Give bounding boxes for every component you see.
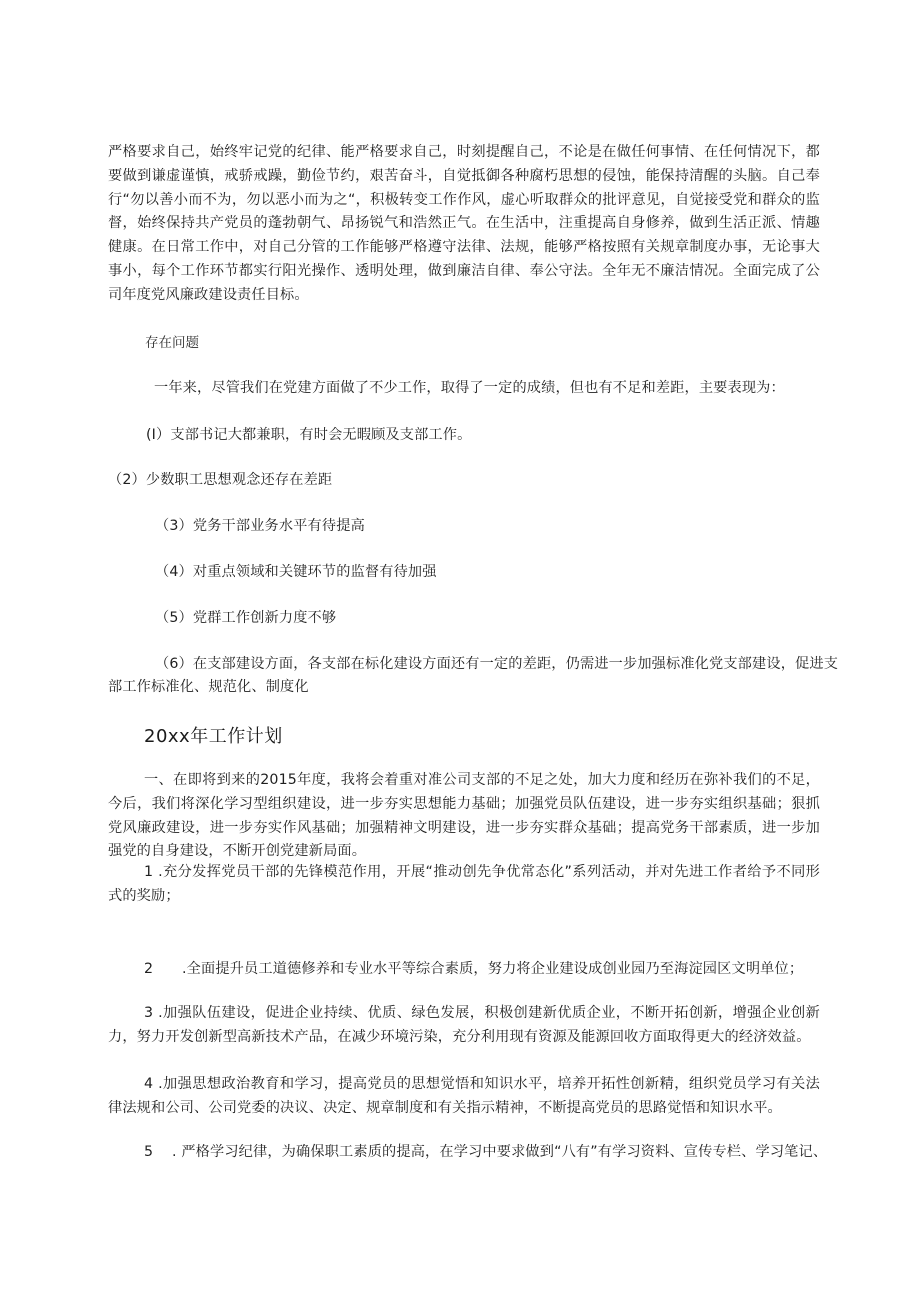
problem-item-5: （5）党群工作创新力度不够 <box>155 610 337 626</box>
plan-item-5-text: . 严格学习纪律，为确保职工素质的提高，在学习中要求做到“八有”有学习资料、宣传专栏、学习笔记、 <box>172 1144 828 1160</box>
problem-item-1: (I）支部书记大都兼职，有时会无暇顾及支部工作。 <box>146 427 472 443</box>
plan-item-4: 4 .加强思想政治教育和学习，提高党员的思想觉悟和知识水平，培养开拓性创新精，组织党员学习有关法律法规和公司、公司党委的决议、决定、规章制度和有关指示精神，不断提高党员的思路觉悟和知识水平。 <box>108 1076 820 1116</box>
plan-intro-paragraph: 一、在即将到来的2015年度，我将会着重对准公司支部的不足之处，加大力度和经历在弥补我们的不足，今后，我们将深化学习型组织建设，进一步夯实思想能力基础；加强党员队伍建设，进一步夯实组织基础；狠抓党风廉政建设，进一步夯实作风基础；加强精神文明建设，进一步夯实群众基础；提高党务干部素质，进一步加强党的自身建设，不断开创党建新局面。 <box>108 772 820 860</box>
problem-item-4: （4）对重点领域和关键环节的监督有待加强 <box>155 564 437 580</box>
plan-item-1: 1 .充分发挥党员干部的先锋模范作用，开展“推动创先争优常态化”系列活动，并对先进工作者给予不同形式的奖励； <box>108 864 820 904</box>
plan-item-3: 3 .加强队伍建设，促进企业持续、优质、绿色发展，积极创建新优质企业，不断开拓创新，增强企业创新力，努力开发创新型高新技术产品，在减少环境污染，充分利用现有资源及能源回收方面取得更大的经济效益。 <box>108 1005 820 1045</box>
plan-item-2-number: 2 <box>144 961 154 977</box>
intro-paragraph: 严格要求自己，始终牢记党的纪律、能严格要求自己，时刻提醒自己，不论是在做任何事情、在任何情况下，都要做到谦虚谨慎，戒骄戒躁，勤俭节约，艰苦奋斗，自觉抵御各种腐朽思想的侵蚀，能保持清醒的头脑。自己奉行“勿以善小而不为，勿以恶小而为之“，积极转变工作作风，虚心听取群众的批评意见，自觉接受党和群众的监督，始终保持共产党员的蓬勃朝气、昂扬锐气和浩然正气。在生活中，注重提高自身修养，做到生活正派、情趣健康。在日常工作中，对自己分管的工作能够严格遵守法律、法规，能够严格按照有关规章制度办事，无论事大事小，每个工作环节都实行阳光操作、透明处理，做到廉洁自律、奉公守法。全年无不廉洁情况。全面完成了公司年度党风廉政建设责任目标。 <box>108 144 820 303</box>
plan-item-5-number: 5 <box>144 1144 154 1160</box>
problem-item-2: （2）少数职工思想观念还存在差距 <box>108 472 333 488</box>
problem-item-3: （3）党务干部业务水平有待提高 <box>155 518 365 534</box>
problems-intro: 一年来，尽管我们在党建方面做了不少工作，取得了一定的成绩，但也有不足和差距，主要表现为： <box>154 380 785 396</box>
problem-item-6: （6）在支部建设方面，各支部在标化建设方面还有一定的差距，仍需进一步加强标准化党支部建设，促进支 <box>155 656 839 672</box>
problems-section-title: 存在问题 <box>145 335 199 351</box>
plan-item-2-text: .全面提升员工道德修养和专业水平等综合素质，努力将企业建设成创业园乃至海淀园区文明单位； <box>182 961 804 977</box>
plan-title: 20xx年工作计划 <box>144 726 283 747</box>
problem-item-6-continued: 部工作标准化、规范化、制度化 <box>108 679 309 695</box>
